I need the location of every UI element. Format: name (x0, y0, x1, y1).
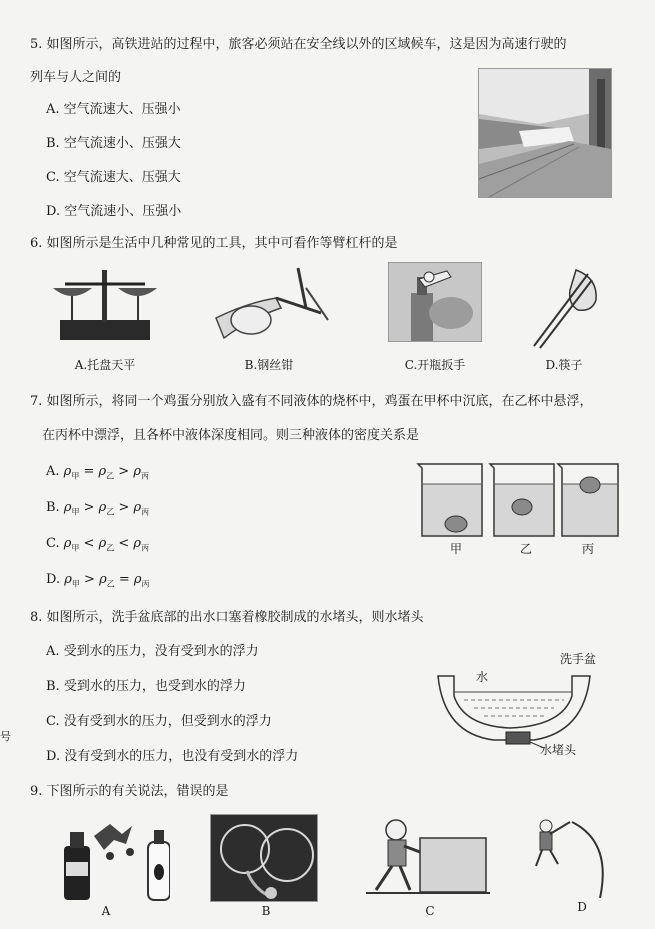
q5-option-a: A. 空气流速大、压强小 (46, 102, 181, 117)
subscript-yi: 乙 (106, 579, 115, 589)
q5-stem-line2: 列车与人之间的 (30, 70, 122, 85)
q9-caption-b: B (261, 904, 271, 918)
q7-stem-line1: 7. 如图所示，将同一个鸡蛋分别放入盛有不同液体的烧杯中，鸡蛋在甲杯中沉底，在乙杯中悬浮， (30, 394, 593, 409)
subscript-jia: 甲 (71, 507, 80, 517)
subscript-jia: 甲 (71, 471, 80, 481)
q7-option-a-label: A. (46, 464, 60, 479)
rho-symbol: ρ (98, 536, 107, 551)
subscript-yi: 乙 (106, 471, 115, 481)
q8-option-d: D. 没有受到水的压力，也没有受到水的浮力 (46, 749, 299, 764)
train-station-photo (478, 68, 612, 198)
q8-option-c: C. 没有受到水的压力，但受到水的浮力 (46, 714, 272, 729)
q7-option-b (46, 500, 149, 518)
diagram-label-plug: 水堵头 (540, 743, 577, 757)
operator: = (79, 464, 99, 479)
margin-glyph: 号 (0, 730, 11, 743)
beaker-label-bing: 丙 (581, 542, 594, 556)
rho-symbol: ρ (98, 500, 107, 515)
q5-option-b: B. 空气流速小、压强大 (46, 136, 181, 151)
q8-option-a: A. 受到水的压力，没有受到水的浮力 (46, 644, 259, 659)
subscript-jia: 甲 (71, 579, 80, 589)
operator: < (114, 536, 134, 551)
beaker-bing (558, 464, 618, 536)
subscript-bing: 丙 (141, 507, 150, 517)
subscript-bing: 丙 (141, 579, 150, 589)
q7-option-a (46, 464, 149, 482)
rho-symbol: ρ (63, 464, 72, 479)
q5-option-d: D. 空气流速小、压强小 (46, 204, 182, 219)
chopsticks-image (526, 260, 606, 350)
q6-caption-a: A.托盘天平 (74, 358, 136, 372)
q7-option-c (46, 536, 149, 554)
q6-caption-c: C.开瓶扳手 (404, 358, 466, 372)
subscript-bing: 丙 (140, 471, 149, 481)
subscript-yi: 乙 (106, 507, 115, 517)
diagram-label-water: 水 (476, 670, 489, 684)
pole-vault-image (532, 812, 622, 898)
bottles-image (60, 816, 170, 902)
q7-option-d-label: D. (46, 572, 61, 587)
diagram-label-basin: 洗手盆 (560, 652, 597, 666)
operator: > (114, 464, 134, 479)
beaker-yi (490, 464, 554, 536)
operator: < (79, 536, 99, 551)
wire-pliers-image (206, 258, 334, 348)
q5-option-c: C. 空气流速大、压强大 (46, 170, 181, 185)
q5-stem-line1: 5. 如图所示，高铁进站的过程中，旅客必须站在安全线以外的区域候车，这是因为高速行驶的 (30, 37, 567, 52)
subscript-bing: 丙 (141, 543, 150, 553)
rho-symbol: ρ (133, 572, 142, 587)
q6-stem: 6. 如图所示是生活中几种常见的工具，其中可看作等臂杠杆的是 (30, 236, 398, 251)
rho-symbol: ρ (133, 536, 142, 551)
beaker-label-jia: 甲 (449, 542, 462, 556)
q8-stem: 8. 如图所示，洗手盆底部的出水口塞着橡胶制成的水堵头，则水堵头 (30, 610, 424, 625)
operator: = (114, 572, 134, 587)
rho-symbol: ρ (63, 536, 72, 551)
balance-scale-image (50, 262, 160, 344)
q6-caption-b: B.钢丝钳 (244, 358, 294, 372)
q7-stem-line2: 在丙杯中漂浮，且各杯中液体深度相同。则三种液体的密度关系是 (42, 428, 420, 443)
q9-caption-a: A (101, 904, 111, 918)
pushing-box-image (366, 816, 490, 898)
beaker-label-yi: 乙 (519, 542, 532, 556)
rho-symbol: ρ (133, 464, 141, 479)
subscript-yi: 乙 (106, 543, 115, 553)
q6-caption-d: D.筷子 (545, 358, 583, 372)
rho-symbol: ρ (133, 500, 142, 515)
bottle-opener-photo (388, 262, 482, 342)
rho-symbol: ρ (99, 572, 107, 587)
q7-option-b-label: B. (46, 500, 60, 515)
q9-caption-d: D (577, 900, 587, 914)
operator: > (79, 500, 99, 515)
rho-symbol: ρ (64, 572, 72, 587)
q7-option-d (46, 572, 150, 590)
q9-caption-c: C (425, 904, 435, 918)
subscript-jia: 甲 (71, 543, 80, 553)
operator: > (114, 500, 134, 515)
q8-option-b: B. 受到水的压力，也受到水的浮力 (46, 679, 246, 694)
q7-option-c-label: C. (46, 536, 60, 551)
soap-bubbles-photo (210, 814, 318, 902)
operator: > (79, 572, 100, 587)
washbasin-diagram (434, 662, 594, 752)
beakers-diagram (412, 460, 622, 540)
q9-stem: 9. 下图所示的有关说法，错误的是 (30, 784, 229, 799)
rho-symbol: ρ (98, 464, 107, 479)
beaker-jia (418, 464, 482, 536)
rho-symbol: ρ (63, 500, 72, 515)
